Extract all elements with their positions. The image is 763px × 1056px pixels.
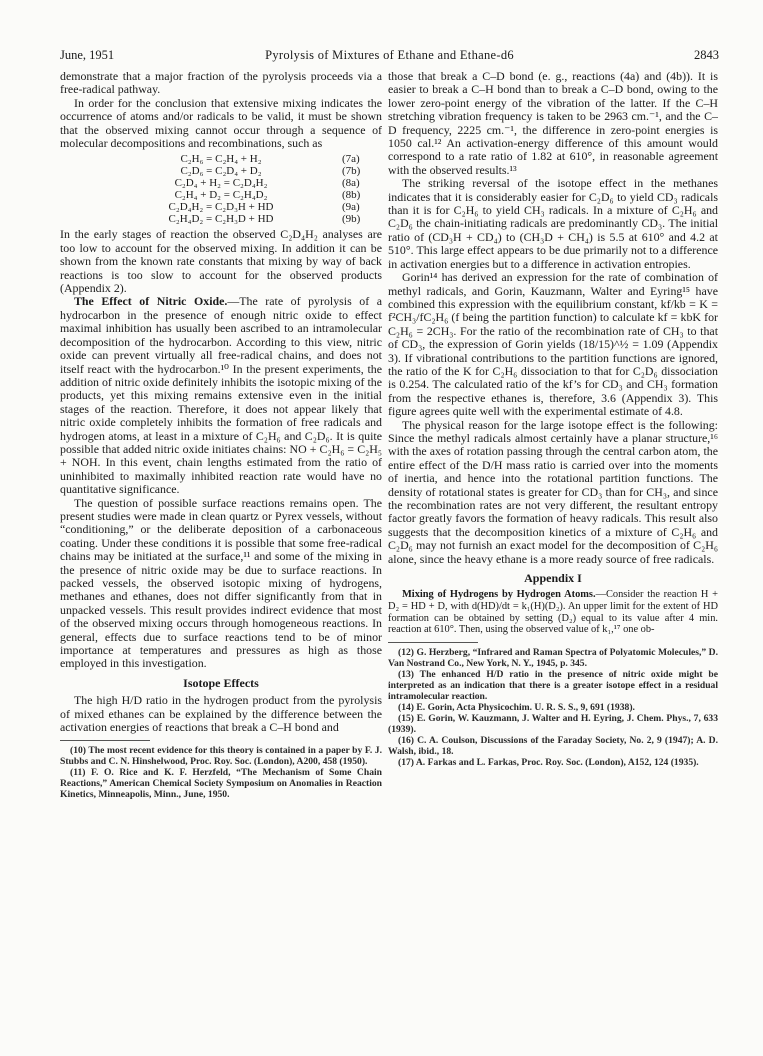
equation-number: (8a)	[342, 177, 360, 190]
equation-row	[60, 165, 382, 177]
paragraph: demonstrate that a major fraction of the pyrolysis proceeds via a free-radical pathway.	[60, 70, 382, 97]
section-runin-heading: The Effect of Nitric Oxide.	[74, 294, 228, 309]
footnote-rule	[388, 642, 478, 643]
equation-row	[60, 189, 382, 201]
footnote: (14) E. Gorin, Acta Physicochim. U. R. S. S., 9, 691 (1938).	[398, 701, 635, 713]
equation: C₂H₄ + D₂ = C₂H₄D₂	[174, 189, 268, 202]
paragraph: The high H/D ratio in the hydrogen product from the pyrolysis of mixed ethanes can be explained by the difference between the activation energies of reactions that break a C–H bond and	[60, 693, 382, 735]
equation-block	[60, 153, 382, 225]
header-date: June, 1951	[60, 48, 115, 62]
right-column	[388, 70, 718, 1030]
equation: C₂H₄D₂ = C₂H₃D + HD	[168, 213, 274, 226]
equation-row	[60, 177, 382, 189]
footnote: (17) A. Farkas and L. Farkas, Proc. Roy. Soc. (London), A152, 124 (1935).	[398, 756, 699, 768]
paragraph: those that break a C–D bond (e. g., reactions (4a) and (4b)). It is easier to break a C–H bond than to break a C–D bond, owing to the lower zero-point energy of the vibration of the latter. If the C–H stretching vibration frequency is taken to be 2963 cm.⁻¹, and the C–D frequency, 2225 cm.⁻¹, the difference in zero-point energies is 1050 cal.¹² An activation-energy difference of this amount would correspond to a rate ratio of 1.82 at 610°, in reasonable agreement with the observed results.¹³	[388, 70, 718, 177]
header-title: Pyrolysis of Mixtures of Ethane and Ethane-d6	[265, 48, 514, 62]
paragraph: The question of possible surface reactions remains open. The present studies were made in clean quartz or Pyrex vessels, without “conditioning,” or the deliberate deposition of a carbonaceous coating. Under these conditions it is possible that some free-radical chains may be initiated at the surface,¹¹ and some of the mixing in the presence of nitric oxide may be due to surface reactions. In packed vessels, the observed isotopic mixing of hydrogens, methanes and ethanes, does not differ significantly from that in unpacked vessels. This result provides indirect evidence that most of the observed mixing occurs through homogeneous reactions. In general, effects due to surface reactions tend to be of minor importance at temperatures and pressures as high as those employed in this investigation.	[60, 495, 382, 671]
equation: C₂H₆ = C₂H₄ + H₂	[180, 153, 262, 166]
paragraph: Gorin¹⁴ has derived an expression for the rate of combination of methyl radicals, and Gorin, Kauzmann, Walter and Eyring¹⁵ have combined this expression with the equilibrium constant, kf/kb = K = f²CH₃/fC₂H₆ (f being the partition function) to calculate kf = kbK for C₂H₆ = 2CH₃. For the ratio of the recombination rate of CH₃ to that of CD₃, the expression of Gorin yields (18/15)^½ = 1.09 (Appendix 3). If vibrational contributions to the partition functions are ignored, the ratio of the K for C₂H₆ dissociation to that for C₂D₆ dissociation is 0.254. The calculated ratio of the kf’s for CD₃ and CH₃ formation from the respective ethanes is, therefore, 3.6 (Appendix 3). This figure agrees quite well with the experimental estimate of 4.8.	[388, 270, 718, 419]
equation: C₂D₄ + H₂ = C₂D₄H₂	[174, 177, 268, 190]
footnote: (10) The most recent evidence for this theory is contained in a paper by F. J. Stubbs and C. N. Hinshelwood, Proc. Roy. Soc. (London), A200, 458 (1950).	[60, 745, 382, 768]
equation-row	[60, 153, 382, 165]
equation-number: (7a)	[342, 153, 360, 166]
equation: C₂D₆ = C₂D₄ + D₂	[180, 165, 262, 178]
appendix-heading: Appendix I	[524, 571, 582, 586]
section-heading: Isotope Effects	[183, 675, 259, 690]
footnote: (12) G. Herzberg, “Infrared and Raman Spectra of Polyatomic Molecules,” D. Van Nostrand Co., New York, N. Y., 1945, p. 345.	[388, 646, 718, 669]
paragraph-text: —Consider the reaction H + D₂ = HD + D, with d(HD)/dt = k₁(H)(D₂). An upper limit for the extent of HD formation can be obtained by setting (D₂) equal to its value after 4 min. reaction at 610°. Then, using the observed value of k₁,¹⁷ one ob-	[388, 589, 718, 636]
paragraph	[60, 295, 382, 496]
equation-row	[60, 201, 382, 213]
equation-number: (9a)	[342, 201, 360, 214]
footnote-rule	[60, 740, 150, 741]
footnote: (11) F. O. Rice and K. F. Herzfeld, “The Mechanism of Some Chain Reactions,” American Chemical Society Symposium on Anomalies in Reaction Kinetics, Minneapolis, Minn., June, 1950.	[60, 767, 382, 801]
equation-number: (9b)	[342, 213, 361, 226]
footnote: (16) C. A. Coulson, Discussions of the Faraday Society, No. 2, 9 (1947); A. D. Walsh, ibid., 18.	[388, 734, 718, 757]
paragraph: In order for the conclusion that extensive mixing indicates the occurrence of atoms and/or radicals to be valid, it must be shown that the observed mixing cannot occur through a sequence of molecular decompositions and recombinations, such as	[60, 95, 382, 151]
paragraph: The striking reversal of the isotope effect in the methanes indicates that it is considerably easier for C₂D₆ to yield CD₃ radicals than it is for C₂H₆ to yield CH₃ radicals. In a mixture of C₂H₆ and C₂D₆ the chain-initiating radicals are predominantly CD₃. The initial ratio of (CD₃H + CD₄) to (CH₃D + CH₄) is 5.5 at 610° and 4.2 at 510°. This large effect appears to be due primarily not to a difference in activation energies but to a difference in activation entropies.	[388, 176, 718, 271]
left-column	[60, 70, 382, 1030]
paragraph: In the early stages of reaction the observed C₂D₄H₂ analyses are too low to account for the observed mixing. In addition it can be shown from the known rate constants that mixing by way of back reactions is too slow to account for the observed products (Appendix 2).	[60, 227, 382, 296]
header-page-number: 2843	[694, 48, 719, 62]
footnote: (15) E. Gorin, W. Kauzmann, J. Walter and H. Eyring, J. Chem. Phys., 7, 633 (1939).	[388, 712, 718, 735]
paragraph	[388, 589, 718, 635]
equation-number: (7b)	[342, 165, 361, 178]
paragraph: The physical reason for the large isotope effect is the following: Since the methyl radicals almost certainly have a planar structure,¹⁶ with the axes of rotation passing through the central carbon atom, the entire effect of the D/H mass ratio is carried over into the moments of inertia, and hence into the rotational partition functions. The density of rotational states is greater for CD₃ than for CH₃, and since the recombination rates are not very different, the resultant entropy factor greatly favors the formation of heavy radicals. This result also suggests that the decomposition kinetics of a mixture of C₂H₆ and C₂D₆ may not furnish an exact model for the decomposition of C₂H₆ alone, since the heavy ethane is a more ready source of free radicals.	[388, 417, 718, 566]
paragraph-text: —The rate of pyrolysis of a hydrocarbon in the presence of enough nitric oxide to effect maximal inhibition has usually been ascribed to an intramolecular decomposition of the hydrocarbon. According to this view, nitric oxide can prevent virtually all free-radical chains, and does not itself react with the hydrocarbon.¹⁰ In the present experiments, the addition of nitric oxide definitely inhibits the isotopic mixing of the products, yet this mixing remains extensive even in the initial stages of the reaction. Therefore, it does not appear likely that nitric oxide completely inhibits the formation of free radicals and hydrogen atoms, at least in a mixture of C₂H₆ and C₂D₆. It is quite possible that added nitric oxide initiates chains: NO + C₂H₆ = C₂H₅ + NOH. In this event, chain lengths estimated from the ratio of uninhibited to maximally inhibited reaction rate would have no quantitative significance.	[60, 294, 382, 497]
equation-number: (8b)	[342, 189, 361, 202]
equation: C₂D₄H₂ = C₂D₃H + HD	[168, 201, 274, 214]
section-runin-heading: Mixing of Hydrogens by Hydrogen Atoms.	[402, 589, 596, 601]
equation-row	[60, 213, 382, 225]
running-header	[60, 48, 719, 66]
footnote: (13) The enhanced H/D ratio in the presence of nitric oxide might be interpreted as an indication that there is a greater isotope effect in a residual intramolecular reaction.	[388, 668, 718, 702]
